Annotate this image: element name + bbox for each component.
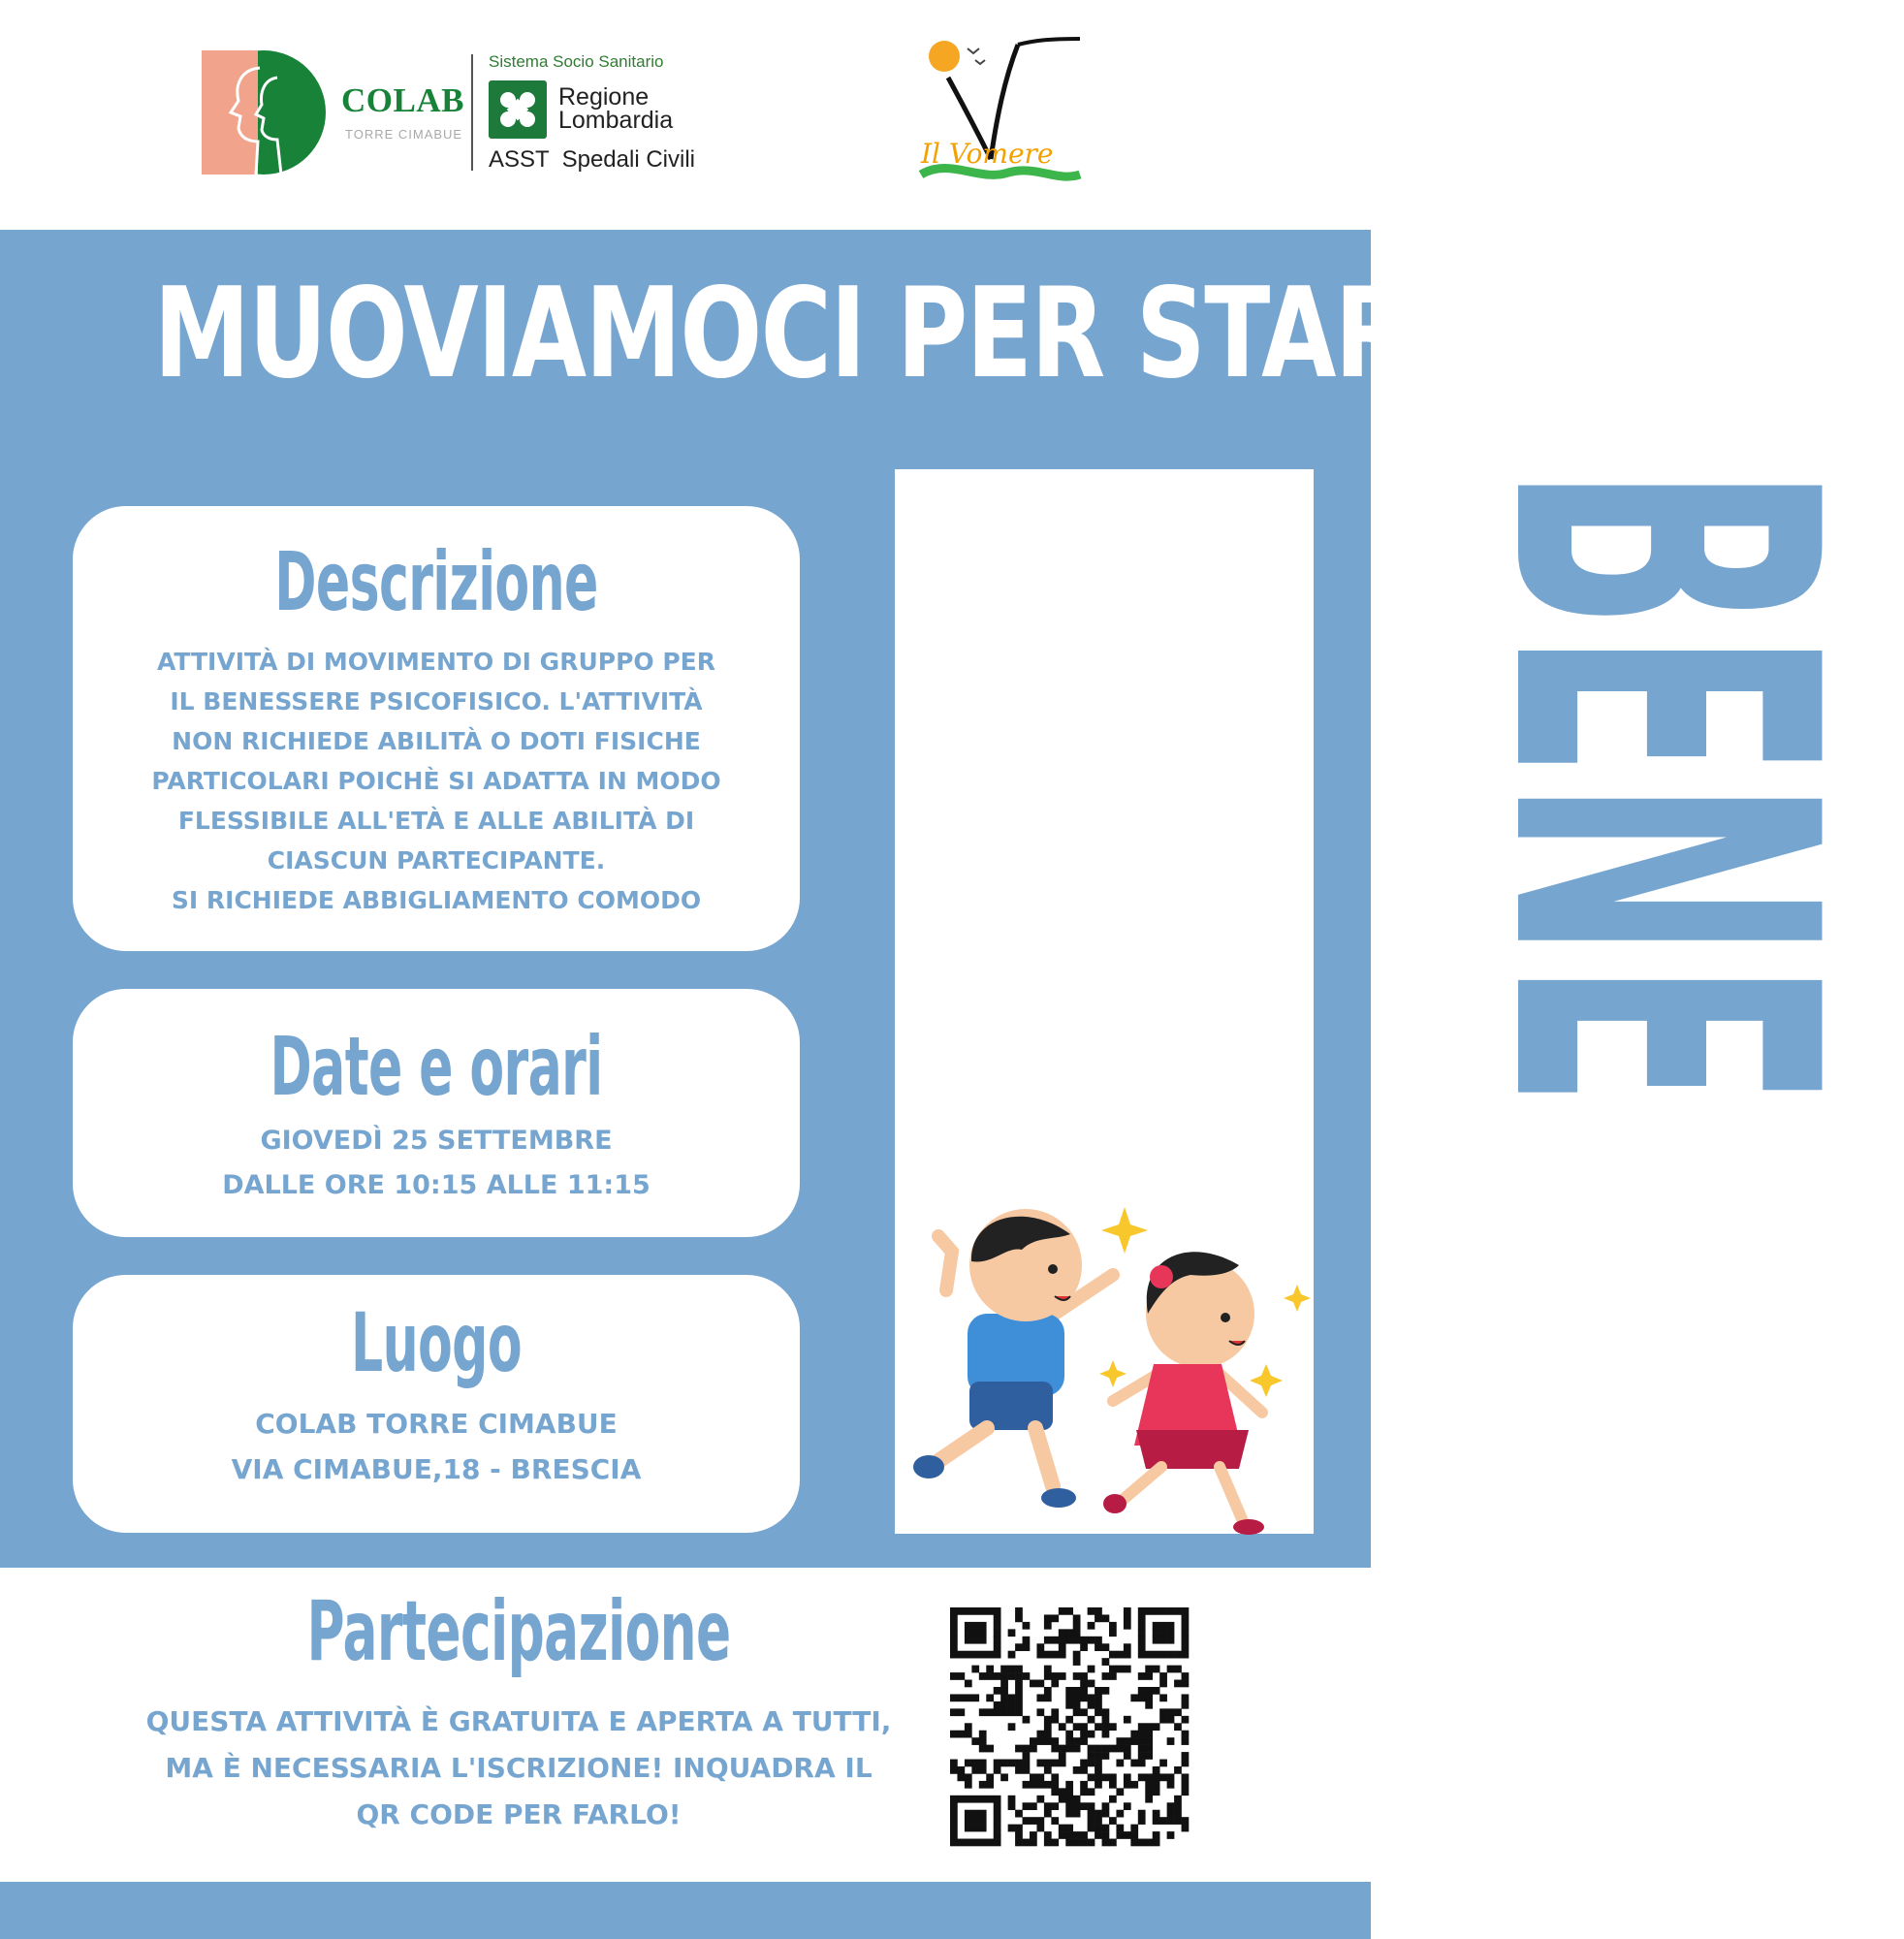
asst-label: ASST Spedali Civili [489,146,695,173]
participation-title: Partecipazione [306,1583,731,1680]
system-label: Sistema Socio Sanitario [489,52,664,71]
regione-lombardia-icon [489,80,547,139]
header-logos [0,0,1371,230]
colab-subtitle: TORRE CIMABUE [345,127,463,142]
logo-divider [471,54,473,171]
region-name: Regione Lombardia [558,83,674,134]
place-card [73,1275,800,1533]
description-text: ATTIVITÀ DI MOVIMENTO DI GRUPPO PER IL BENESSERE PSICOFISICO. L'ATTIVITÀ NON RICHIEDE ABILITÀ O DOTI FISICHE PARTICOLARI POICHÈ SI ADATTA IN MODO FLESSIBILE ALL'ETÀ E ALLE ABILITÀ DI CIASCUN PARTECIPANTE. SI RICHIEDE ABBIGLIAMENTO COMODO [151,648,721,914]
colab-logo-icon [202,50,326,175]
participation-text: QUESTA ATTIVITÀ È GRATUITA E APERTA A TUTTI, MA È NECESSARIA L'ISCRIZIONE! INQUADRA IL QR CODE PER FARLO! [145,1705,892,1830]
vertical-word: BENE [1419,465,1904,1109]
il-vomere-logo [921,31,1086,201]
place-text: COLAB TORRE CIMABUE VIA CIMABUE,18 - BRESCIA [231,1408,642,1485]
colab-name: COLAB [341,81,464,119]
dates-card [73,989,800,1237]
running-children-illustration [900,1207,1307,1546]
description-title: Descrizione [274,534,598,629]
place-title: Luogo [350,1295,523,1390]
qr-code-icon[interactable] [950,1607,1189,1846]
vertical-word-box [895,465,1904,1245]
bottom-blue-band [0,1882,1371,1939]
dates-title: Date e orari [270,1019,603,1114]
page-title: MUOVIAMOCI PER STARE [153,262,1473,406]
description-card [73,506,800,951]
dates-text: GIOVEDÌ 25 SETTEMBRE DALLE ORE 10:15 ALLE 11:15 [222,1126,651,1200]
vomere-logo-text: Il Vomere [921,138,1054,170]
